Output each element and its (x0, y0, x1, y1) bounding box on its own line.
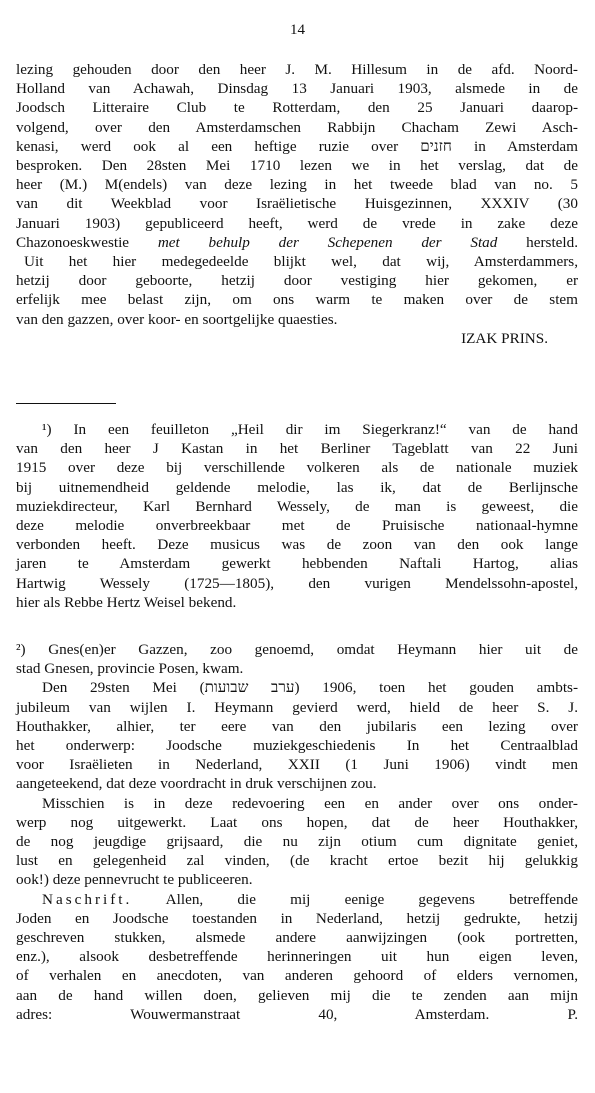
text-line: erfelijk mee belast zijn, om ons warm te maken over de stem (16, 291, 578, 309)
text-line: Houthakker, alhier, ter eere van den jubilaris een lezing over (16, 717, 578, 735)
page-number: 14 (290, 22, 305, 38)
text-line: hetzij door geboorte, hetzij door vestiging hier gekomen, er (16, 272, 578, 290)
text-line: van dit Weekblad voor Israëlietische Huisgezinnen, XXXIV (30 (16, 195, 578, 213)
text-line: Holland van Achawah, Dinsdag 13 Januari 1903, alsmede in de (16, 80, 578, 98)
text-line: Joodsch Litteraire Club te Rotterdam, den 25 Januari daarop- (16, 99, 578, 117)
author-initial: P. (567, 1005, 578, 1023)
text-line: kenasi, werd ook al een heftige ruzie over חזנים in Amsterdam (16, 137, 578, 155)
text-line: Joden en Joodsche toestanden in Nederland, hetzij gedrukte, hetzij (16, 909, 578, 927)
text-line: Den 29sten Mei (ערב שבועות) 1906, toen het gouden ambts- (42, 679, 579, 697)
main-text (16, 60, 578, 348)
footnote-divider (16, 403, 116, 404)
text-line: ¹) In een feuilleton „Heil dir im Siegerkranz!“ van de hand (42, 421, 578, 438)
postscript-last-line (16, 1005, 578, 1024)
postscript-label: Naschrift. (42, 890, 133, 908)
text-line: Misschien is in deze redevoering een en ander over ons onder- (42, 794, 578, 812)
text-line: enz.), alsook desbetreffende herinneringen uit hun eigen leven, (16, 948, 578, 966)
text-line: Januari 1903) gepubliceerd heeft, werd de vrede in zake deze (16, 214, 578, 232)
text-line: jubileum van wijlen I. Heymann gevierd werd, hield de heer S. J. (16, 698, 578, 716)
footnote-1 (16, 420, 578, 612)
text-line: aan de hand willen doen, gelieven mij die te zenden aan mijn (16, 986, 578, 1004)
text-line: volgend, over den Amsterdamschen Rabbijn Chacham Zewi Asch- (16, 118, 578, 136)
text-line: voor Israëlieten in Nederland, XXII (1 Juni 1906) vindt men (16, 756, 578, 774)
text-line: of verhalen en anecdoten, van anderen gehoord of elders vernomen, (16, 967, 578, 985)
text-line: muziekdirecteur, Karl Bernhard Wessely, de man is geweest, die (16, 497, 578, 515)
text-line: de nog jeugdige grijsaard, die nu zijn otium cum dignitate geniet, (16, 833, 578, 851)
signature: IZAK PRINS. (461, 329, 548, 347)
postscript-text: Allen, die mij eenige gegevens betreffende (165, 890, 578, 908)
text-line: Uit het hier medegedeelde blijkt wel, dat wij, Amsterdammers, (24, 253, 578, 271)
address: adres: Wouwermanstraat 40, Amsterdam. (16, 1005, 490, 1023)
footnote-2 (16, 640, 578, 1024)
text-line-last (16, 233, 578, 252)
text-line: geschreven stukken, alsmede andere aanwijzingen (ook portretten, (16, 929, 578, 947)
text-line: het onderwerp: Joodsche muziekgeschiedenis In het Centraalblad (16, 737, 578, 755)
text-line: aangeteekend, dat deze voordracht in druk verschijnen zou. (16, 775, 377, 793)
text-line: deze melodie onverbreekbaar met de Pruisische nationaal-hymne (16, 517, 578, 535)
text-line: heer (M.) M(endels) van deze lezing in het tweede blad van no. 5 (16, 176, 578, 194)
text-line: lezing gehouden door den heer J. M. Hillesum in de afd. Noord- (16, 61, 578, 78)
text-line: lust en gelegenheid zal vinden, (de kracht ertoe bezit hij gelukkig (16, 852, 578, 870)
text-line: verbonden heeft. Deze musicus was de zoon van den ook lange (16, 536, 578, 554)
text-line: ook!) deze pennevrucht te publiceeren. (16, 871, 253, 889)
text-line: 1915 over deze bij verschillende volkeren als de nationale muziek (16, 459, 578, 477)
postscript-first-line (16, 890, 578, 909)
text-line: van den heer J Kastan in het Berliner Tageblatt van 22 Juni (16, 440, 578, 458)
text-italic: met behulp der Schepenen der Stad (157, 233, 498, 251)
text-line: stad Gnesen, provincie Posen, kwam. (16, 660, 244, 678)
text-line: hier als Rebbe Hertz Weisel bekend. (16, 593, 237, 611)
text-line: werp nog uitgewerkt. Laat ons hopen, dat de heer Houthakker, (16, 813, 578, 831)
text-line: bij uitnemendheid geldende melodie, las ik, dat de Berlijnsche (16, 478, 578, 496)
text-line: van den gazzen, over koor- en soortgelijke quaesties. (16, 310, 338, 328)
text-plain: Chazonoeskwestie (16, 233, 130, 251)
text-line: besproken. Den 28sten Mei 1710 lezen we in het verslag, dat de (16, 157, 578, 175)
text-line: Hartwig Wessely (1725—1805), den vurigen Mendelssohn-apostel, (16, 574, 578, 592)
text-plain-end: hersteld. (526, 233, 579, 251)
text-line: jaren te Amsterdam gewerkt hebbenden Naftali Hartog, alias (16, 555, 578, 573)
text-line: ²) Gnes(en)er Gazzen, zoo genoemd, omdat Heymann hier uit de (16, 641, 578, 658)
